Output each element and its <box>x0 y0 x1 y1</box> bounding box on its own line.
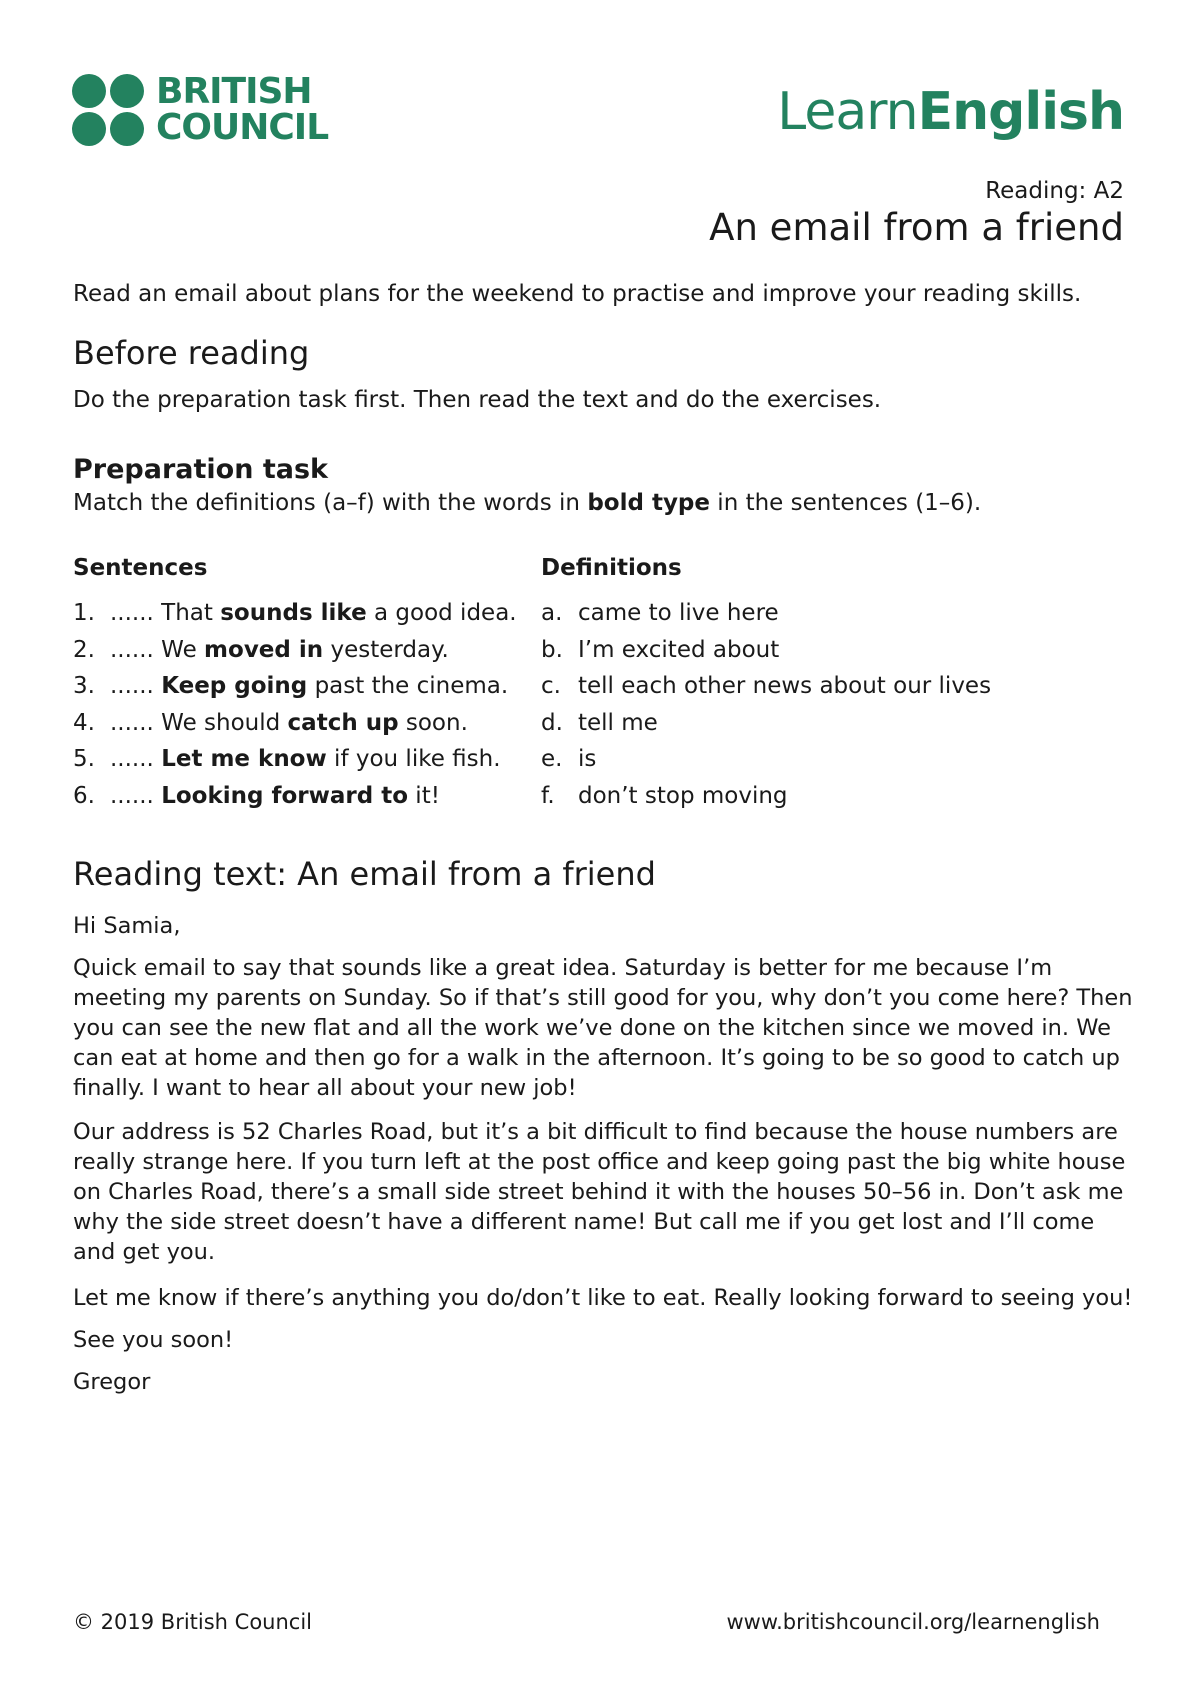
instr-bold: bold type <box>587 490 710 516</box>
logo-dots-icon <box>72 74 144 146</box>
definition-item <box>541 705 991 742</box>
instr-part-1: Match the definitions (a–f) with the words in <box>73 490 588 516</box>
definition-text: don’t stop moving <box>578 782 788 809</box>
definitions-heading: Definitions <box>541 555 682 581</box>
preparation-task-heading: Preparation task <box>73 454 328 485</box>
definition-item <box>541 632 991 669</box>
definition-letter: e. <box>541 746 563 772</box>
definitions-list <box>541 595 991 814</box>
definition-letter: f. <box>541 782 555 809</box>
footer-copyright: © 2019 British Council <box>73 1610 313 1634</box>
definition-text: I’m excited about <box>578 636 780 663</box>
definition-letter: a. <box>541 600 563 626</box>
definition-item <box>541 778 991 815</box>
logo-line-2: COUNCIL <box>156 107 329 148</box>
definition-item <box>541 668 991 705</box>
logo-line-1: BRITISH <box>156 71 312 112</box>
definition-text: came to live here <box>578 600 779 626</box>
definition-item <box>541 741 991 778</box>
british-council-logo <box>72 71 329 148</box>
learn-part: Learn <box>777 82 918 142</box>
email-paragraph-1: Quick email to say that sounds like a great idea. Saturday is better for me because I’m meeting my parents on Sunday. So if that’s still good for you, why don’t you come here? Then you can see the new flat and all the work we’ve done on the kitchen since we moved in. We can eat at home and then go for a walk in the afternoon. It’s going to be so good to catch up finally. I want to hear all about your new job! <box>73 955 1133 1101</box>
email-paragraph-2: Our address is 52 Charles Road, but it’s a bit difficult to find because the house numbers are really strange here. If you turn left at the post office and keep going past the big white house on Charles Road, there’s a small side street behind it with the houses 50–56 in. Don’t ask me why the side street doesn’t have a different name! But call me if you get lost and I’ll come and get you. <box>73 1119 1126 1265</box>
sentence-text: ...... Looking forward to it! <box>110 782 440 809</box>
sentence-text: ...... That sounds like a good idea. <box>110 600 517 626</box>
definition-item <box>541 595 991 632</box>
definition-text: is <box>578 746 597 772</box>
email-signature: Gregor <box>73 1369 151 1395</box>
intro-text: Read an email about plans for the weekend to practise and improve your reading skills. <box>73 281 1082 307</box>
sentence-text: ...... We should catch up soon. <box>110 709 468 736</box>
email-greeting: Hi Samia, <box>73 913 181 939</box>
email-paragraph-3: Let me know if there’s anything you do/don’t like to eat. Really looking forward to seeing you! <box>73 1285 1133 1311</box>
definition-letter: b. <box>541 636 563 663</box>
sentence-number: 5. <box>73 746 95 772</box>
before-reading-heading: Before reading <box>73 334 310 372</box>
sentence-number: 3. <box>73 673 95 699</box>
sentence-number: 4. <box>73 709 95 736</box>
before-reading-text: Do the preparation task first. Then read the text and do the exercises. <box>73 387 882 413</box>
sentence-text: ...... Keep going past the cinema. <box>110 673 509 699</box>
sentence-item <box>73 595 517 632</box>
sentence-item <box>73 668 517 705</box>
level-label: Reading: A2 <box>985 178 1124 204</box>
sentences-heading: Sentences <box>73 555 208 581</box>
email-closing: See you soon! <box>73 1327 234 1353</box>
definition-letter: d. <box>541 709 563 736</box>
english-part: English <box>917 82 1124 142</box>
sentence-number: 2. <box>73 636 95 663</box>
sentence-item <box>73 705 517 742</box>
definition-letter: c. <box>541 673 561 699</box>
instr-part-2: in the sentences (1–6). <box>710 490 982 516</box>
page-title: An email from a friend <box>709 206 1124 249</box>
preparation-task-instructions <box>73 488 981 518</box>
sentences-list <box>73 595 517 814</box>
footer-url[interactable]: www.britishcouncil.org/learnenglish <box>726 1610 1100 1634</box>
sentence-number: 6. <box>73 782 95 809</box>
sentence-item <box>73 778 517 815</box>
sentence-item <box>73 741 517 778</box>
sentence-number: 1. <box>73 600 95 626</box>
sentence-item <box>73 632 517 669</box>
sentence-text: ...... Let me know if you like fish. <box>110 746 501 772</box>
reading-text-heading: Reading text: An email from a friend <box>73 855 656 893</box>
sentence-text: ...... We moved in yesterday. <box>110 636 449 663</box>
learnenglish-logo <box>777 82 1124 142</box>
definition-text: tell me <box>578 709 658 736</box>
definition-text: tell each other news about our lives <box>578 673 992 699</box>
logo-wordmark <box>156 71 329 148</box>
